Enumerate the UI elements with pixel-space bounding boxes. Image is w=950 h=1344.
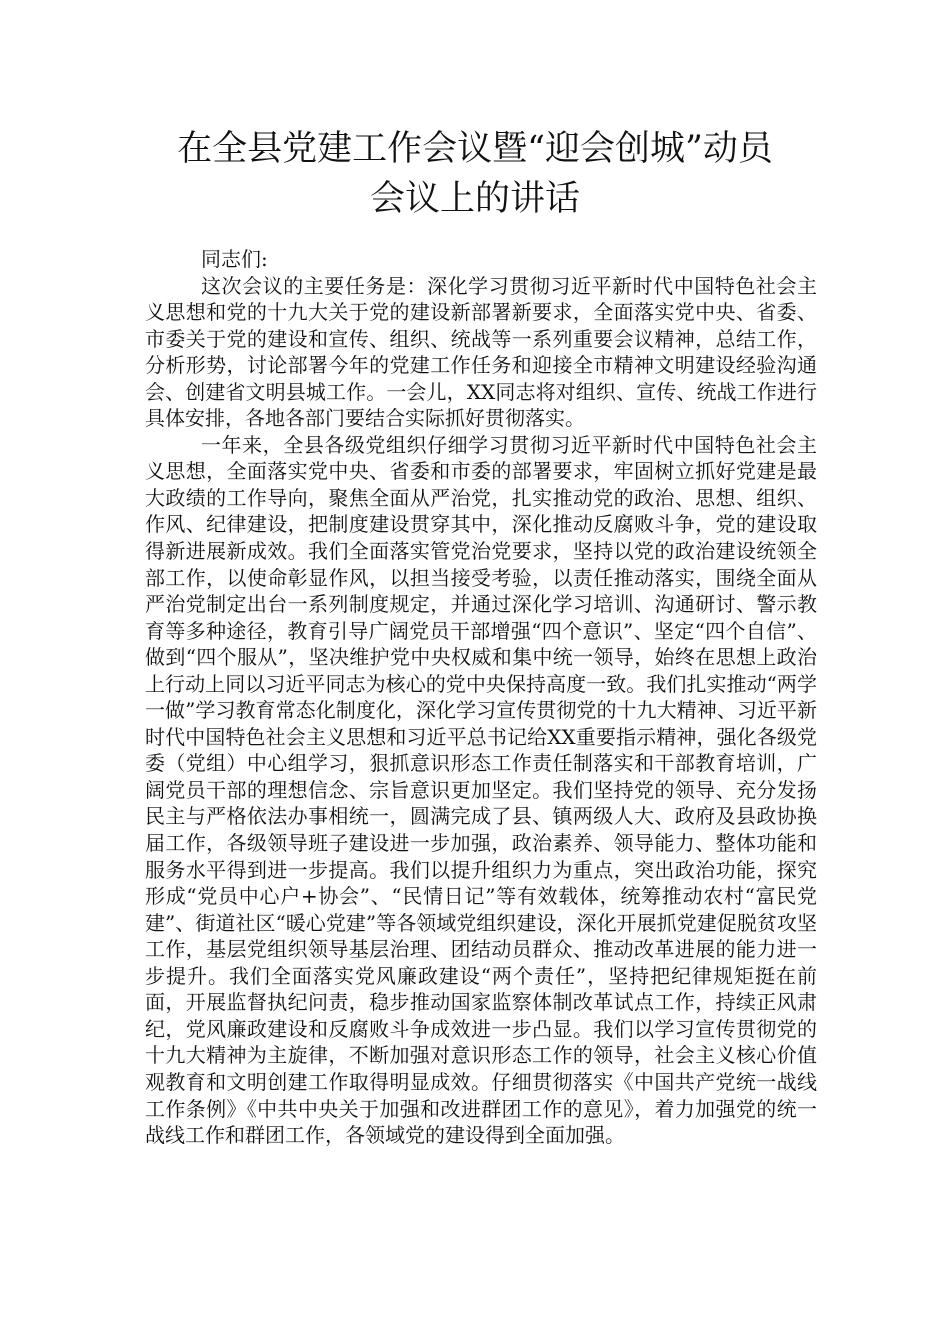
paragraph-1: 这次会议的主要任务是：深化学习贯彻习近平新时代中国特色社会主义思想和党的十九大关于党的建设新部署新要求，全面落实党中央、省委、市委关于党的建设和宣传、组织、统战等一系列重要会议精神，总结工作，分析形势，讨论部署今年的党建工作任务和迎接全市精神文明建设经验沟通会、创建省文明县城工作。一会儿，XX同志将对组织、宣传、统战工作进行具体安排，各地各部门要结合实际抓好贯彻落实。 xyxy=(145,273,817,431)
title-line-1: 在全县党建工作会议暨“迎会创城”动员 xyxy=(177,129,773,169)
salutation: 同志们: xyxy=(201,247,268,271)
paragraph-2: 一年来，全县各级党组织仔细学习贯彻习近平新时代中国特色社会主义思想，全面落实党中央、省委和市委的部署要求，牢固树立抓好党建是最大政绩的工作导向，聚焦全面从严治党，扎实推动党的政治、思想、组织、作风、纪律建设，把制度建设贯穿其中，深化推动反腐败斗争，党的建设取得新进展新成效。我们全面落实管党治党要求，坚持以党的政治建设统领全部工作，以使命彰显作风，以担当接受考验，以责任推动落实，围绕全面从严治党制定出台一系列制度规定，并通过深化学习培训、沟通研讨、警示教育等多种途径，教育引导广阔党员干部增强“四个意识”、坚定“四个自信”、做到“四个服从”，坚决维护党中央权威和集中统一领导，始终在思想上政治上行动上同以习近平同志为核心的党中央保持高度一致。我们扎实推动“两学一做”学习教育常态化制度化，深化学习宣传贯彻党的十九大精神、习近平新时代中国特色社会主义思想和习近平总书记给XX重要指示精神，强化各级党委（党组）中心组学习，狠抓意识形态工作责任制落实和干部教育培训，广阔党员干部的理想信念、宗旨意识更加坚定。我们坚持党的领导、充分发扬民主与严格依法办事相统一，圆满完成了县、镇两级人大、政府及县政协换届工作，各级领导班子建设进一步加强，政治素养、领导能力、整体功能和服务水平得到进一步提高。我们以提升组织力为重点，突出政治功能，探究形成“党员中心户+协会”、“民情日记”等有效载体，统筹推动农村“富民党建”、街道社区“暖心党建”等各领域党组织建设，深化开展抓党建促脱贫攻坚工作，基层党组织领导基层治理、团结动员群众、推动改革进展的能力进一步提升。我们全面落实党风廉政建设“两个责任”，坚持把纪律规矩挺在前面，开展监督执纪问责，稳步推动国家监察体制改革试点工作，持续正风肃纪，党风廉政建设和反腐败斗争成效进一步凸显。我们以学习宣传贯彻党的十九大精神为主旋律，不断加强对意识形态工作的领导，社会主义核心价值观教育和文明创建工作取得明显成效。仔细贯彻落实《中国共产党统一战线工作条例》《中共中央关于加强和改进群团工作的意见》，着力加强党的统一战线工作和群团工作，各领域党的建设得到全面加强。 xyxy=(145,432,817,1148)
page-title xyxy=(100,124,850,224)
title-line-2: 会议上的讲话 xyxy=(369,179,580,219)
document-body xyxy=(145,246,817,1149)
